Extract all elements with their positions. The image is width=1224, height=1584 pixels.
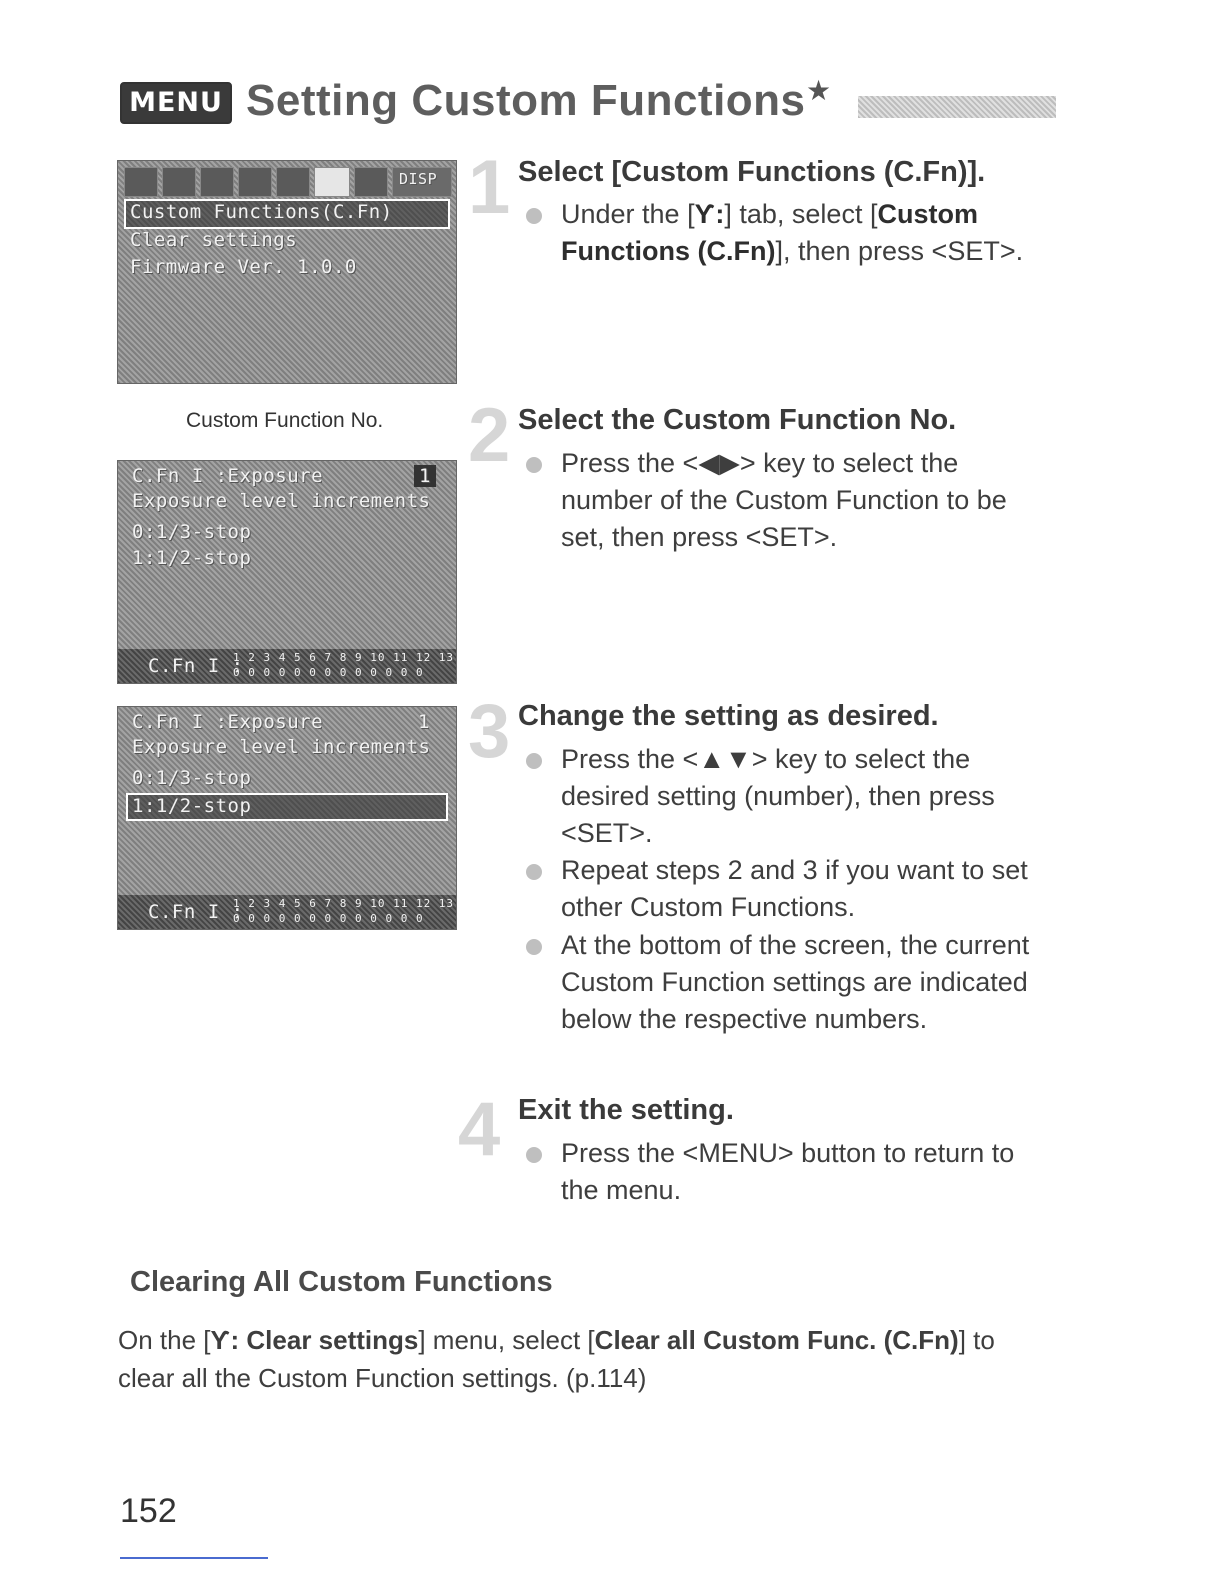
lcd-screen-3 bbox=[117, 706, 457, 930]
step-3-number: 3 bbox=[468, 689, 511, 774]
page-title: Setting Custom Functions bbox=[246, 76, 806, 125]
cfn-number-box: 1 bbox=[414, 465, 436, 487]
cfn-option: 0:1/3-stop bbox=[132, 767, 252, 789]
cfn-option: 1:1/2-stop bbox=[132, 547, 252, 569]
cfn-option-selected: 1:1/2-stop bbox=[132, 795, 252, 817]
cfn-group-title: C.Fn I :Exposure bbox=[132, 465, 324, 487]
step-2-number: 2 bbox=[468, 393, 511, 478]
screen-2-caption: Custom Function No. bbox=[186, 409, 384, 432]
setup-tab-icon: Ƴ: bbox=[694, 199, 725, 229]
bullet-icon bbox=[526, 864, 542, 880]
step-3-instruction-3: At the bottom of the screen, the current Custom Function settings are indicated below the respective numbers. bbox=[561, 930, 1030, 1034]
menu-item-firmware: Firmware Ver. 1.0.0 bbox=[130, 256, 357, 278]
cfn-footer-values: 0 0 0 0 0 0 0 0 0 0 0 0 0 bbox=[233, 912, 424, 925]
section-heading: Clearing All Custom Functions bbox=[130, 1266, 553, 1298]
bullet-icon bbox=[526, 208, 542, 224]
page-number: 152 bbox=[120, 1492, 177, 1530]
bullet-icon bbox=[526, 939, 542, 955]
clearing-paragraph: On the [Ƴ: Clear settings] menu, select [Clear all Custom Func. (C.Fn)] to clear all the Custom Function settings. (p.114) bbox=[118, 1325, 995, 1393]
cfn-number-box: 1 bbox=[418, 711, 430, 733]
advanced-star-icon: ★ bbox=[806, 75, 832, 106]
cfn-function-name: Exposure level increments bbox=[132, 490, 431, 512]
cfn-footer-numbers: 1 2 3 4 5 6 7 8 9 10 11 12 13 bbox=[233, 897, 455, 910]
bullet-icon bbox=[526, 457, 542, 473]
menu-item-clear-settings: Clear settings bbox=[130, 229, 298, 251]
menu-badge-icon: MENU bbox=[120, 82, 232, 124]
step-3-title: Change the setting as desired. bbox=[518, 700, 939, 732]
step-4-number: 4 bbox=[458, 1087, 501, 1172]
cfn-option: 0:1/3-stop bbox=[132, 521, 252, 543]
step-1-number: 1 bbox=[468, 145, 511, 230]
step-4-instruction: Press the <MENU> button to return to the menu. bbox=[561, 1138, 1015, 1205]
cfn-footer-numbers: 1 2 3 4 5 6 7 8 9 10 11 12 13 bbox=[233, 651, 455, 664]
cfn-function-name: Exposure level increments bbox=[132, 736, 431, 758]
page-rule bbox=[120, 1557, 268, 1559]
step-1-instruction: Under the [Ƴ:] tab, select [Custom Functions (C.Fn)], then press <SET>. bbox=[561, 199, 1024, 266]
cfn-footer-label: C.Fn I : bbox=[148, 655, 244, 677]
cfn-footer-values: 0 0 0 0 0 0 0 0 0 0 0 0 0 bbox=[233, 666, 424, 679]
step-2-title: Select the Custom Function No. bbox=[518, 404, 957, 436]
lcd-screen-1 bbox=[117, 160, 457, 384]
setup-tab-icon bbox=[314, 167, 350, 197]
step-2-instruction: Press the <◀▶> key to select the number of the Custom Function to be set, then press <SET>. bbox=[561, 448, 1007, 552]
step-4-title: Exit the setting. bbox=[518, 1094, 734, 1126]
lcd-screen-2 bbox=[117, 460, 457, 684]
step-3-instruction-1: Press the <▲▼> key to select the desired setting (number), then press <SET>. bbox=[561, 744, 995, 848]
disp-tab-label: DISP bbox=[399, 170, 438, 188]
cfn-group-title: C.Fn I :Exposure bbox=[132, 711, 324, 733]
cfn-footer-label: C.Fn I : bbox=[148, 901, 244, 923]
bullet-icon bbox=[526, 1147, 542, 1163]
step-3-instruction-2: Repeat steps 2 and 3 if you want to set other Custom Functions. bbox=[561, 855, 1028, 922]
bullet-icon bbox=[526, 753, 542, 769]
title-decoration-bar bbox=[858, 96, 1056, 118]
step-1-title: Select [Custom Functions (C.Fn)]. bbox=[518, 156, 986, 188]
menu-item-custom-functions: Custom Functions(C.Fn) bbox=[130, 201, 393, 223]
clear-settings-menu: Ƴ: Clear settings bbox=[210, 1325, 419, 1355]
